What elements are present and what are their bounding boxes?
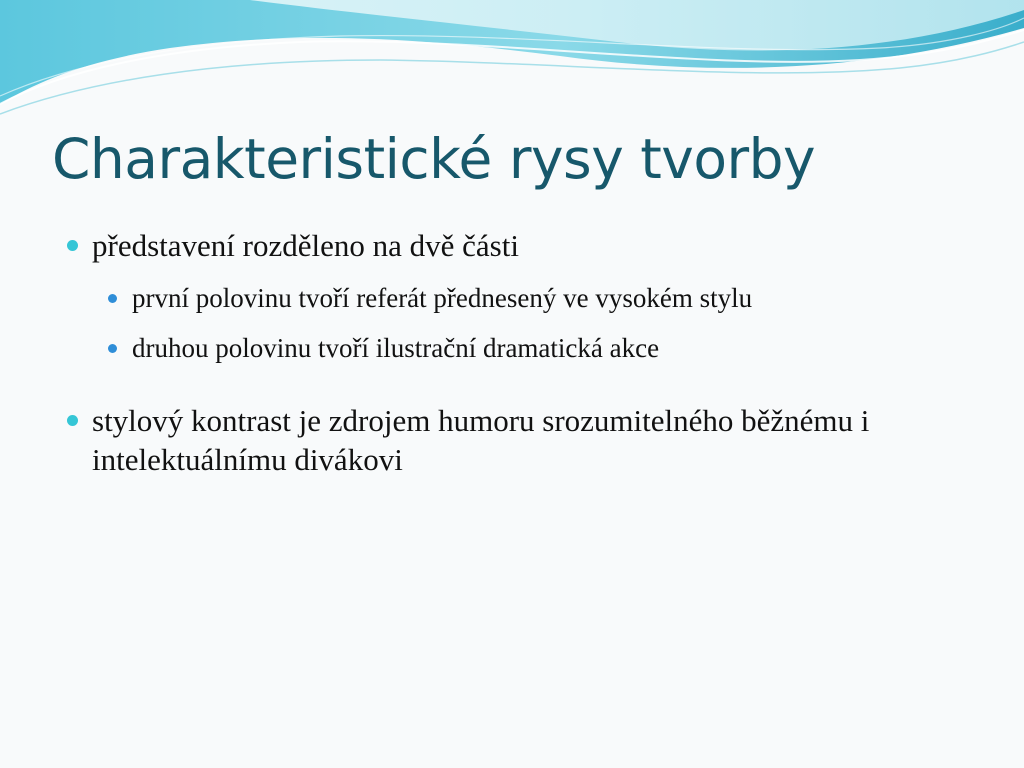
sub-bullet-dot-icon bbox=[108, 344, 117, 353]
sub-bullet-text: první polovinu tvoří referát přednesený ve vysokém stylu bbox=[132, 283, 753, 313]
sub-bullet-dot-icon bbox=[108, 294, 117, 303]
bullet-dot-icon bbox=[67, 415, 78, 426]
sub-bullet-text: druhou polovinu tvoří ilustrační dramatická akce bbox=[132, 333, 660, 363]
sub-bullet-item bbox=[64, 331, 984, 365]
slide-content bbox=[64, 226, 984, 479]
header-wave-decoration bbox=[0, 0, 1024, 130]
bullet-item bbox=[64, 226, 984, 265]
bullet-dot-icon bbox=[67, 240, 78, 251]
slide-title: Charakteristické rysy tvorby bbox=[52, 127, 816, 191]
bullet-text: stylový kontrast je zdrojem humoru srozumitelného běžnému i intelektuálnímu divákovi bbox=[92, 403, 870, 477]
bullet-item bbox=[64, 401, 984, 479]
bullet-text: představení rozděleno na dvě části bbox=[92, 228, 519, 263]
sub-bullet-item bbox=[64, 281, 984, 315]
